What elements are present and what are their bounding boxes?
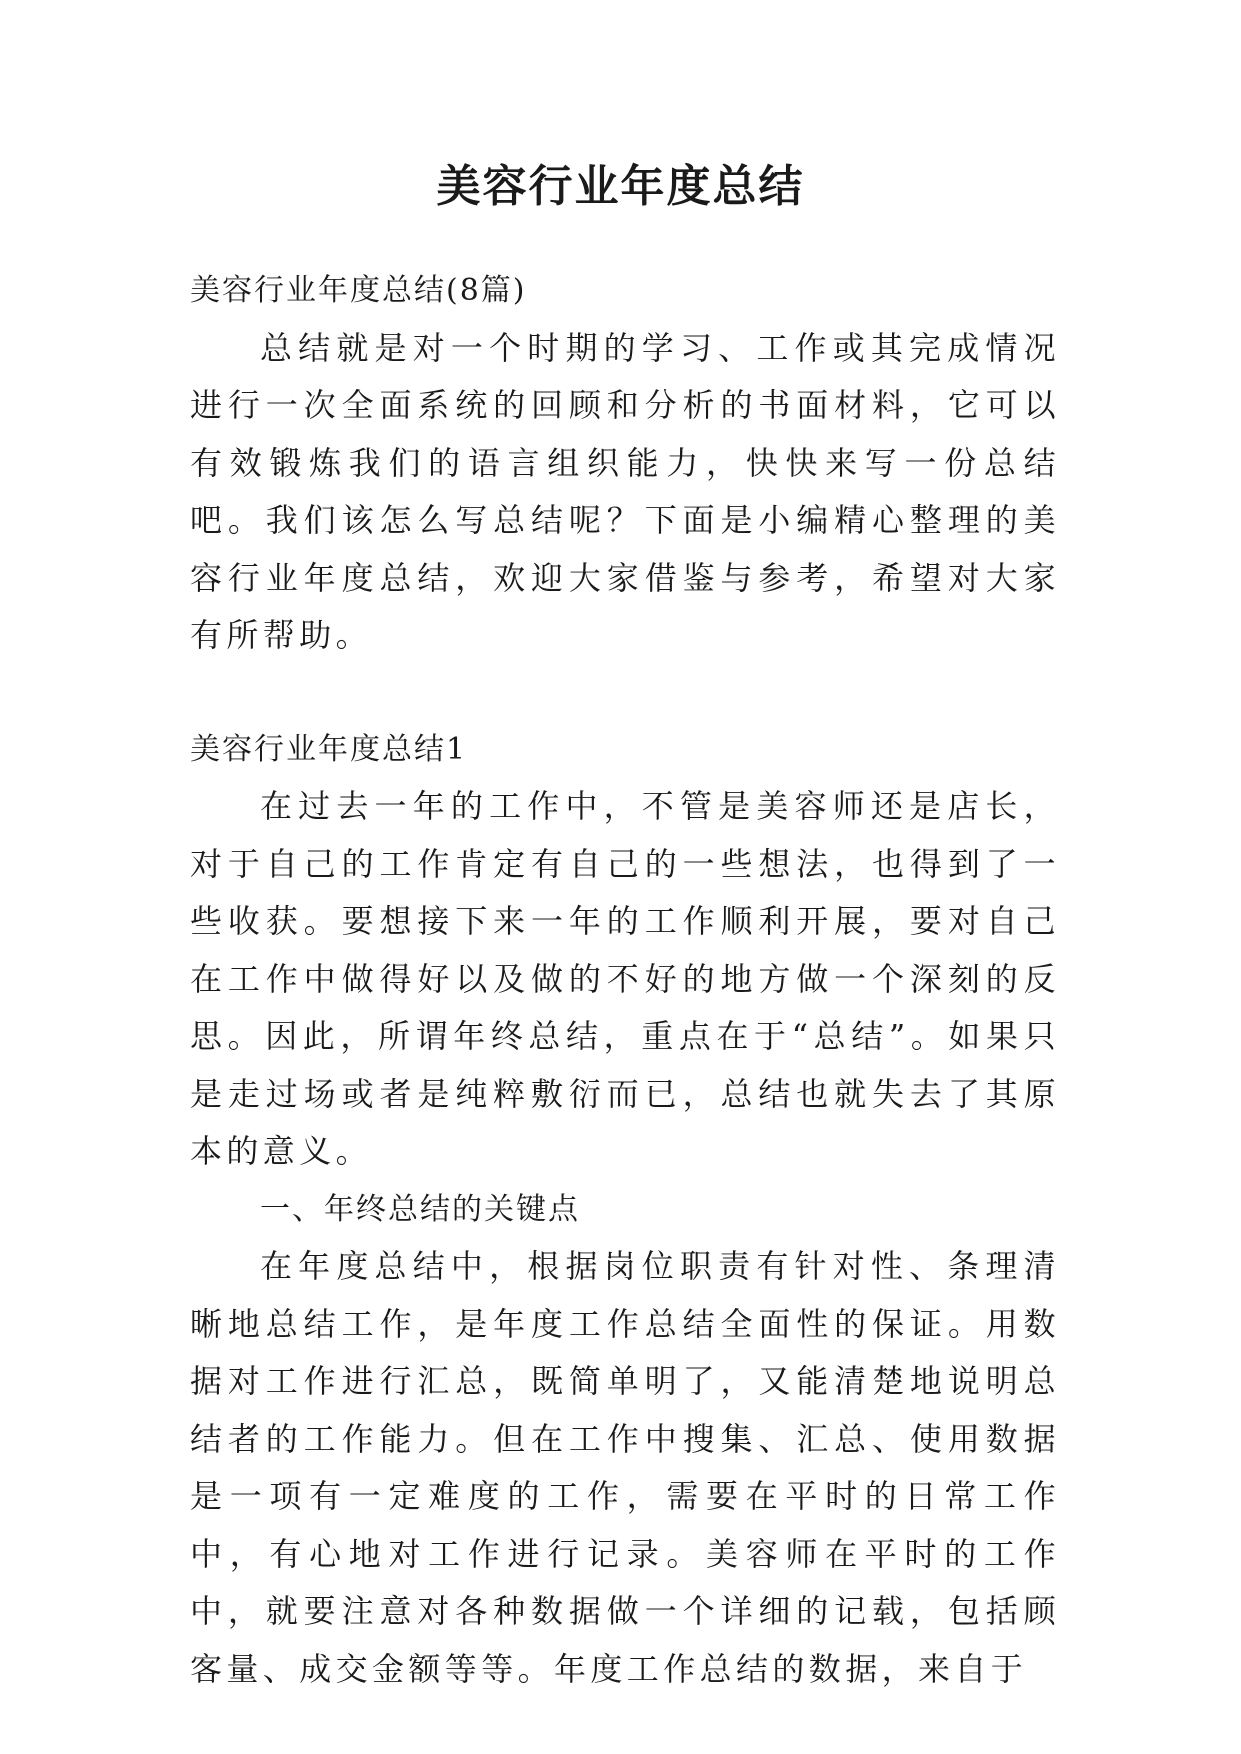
- document-title: 美容行业年度总结: [436, 161, 805, 212]
- document-subtitle: 美容行业年度总结(8篇): [190, 273, 527, 308]
- intro-paragraph: 总结就是对一个时期的学习、工作或其完成情况进行一次全面系统的回顾和分析的书面材料，它可以有效锻炼我们的语言组织能力，快快来写一份总结吧。我们该怎么写总结呢？下面是小编精心整理的美容行业年度总结，欢迎大家借鉴与参考，希望对大家有所帮助。: [190, 328, 1060, 654]
- section-heading: 美容行业年度总结1: [190, 731, 468, 767]
- section-subheading: 一、年终总结的关键点: [260, 1191, 580, 1227]
- document-body: [190, 262, 1060, 1698]
- body-paragraph: 在过去一年的工作中，不管是美容师还是店长，对于自己的工作肯定有自己的一些想法，也得到了一些收获。要想接下来一年的工作顺利开展，要对自己在工作中做得好以及做的不好的地方做一个深刻的反思。因此，所谓年终总结，重点在于“总结”。如果只是走过场或者是纯粹敷衍而已，总结也就失去了其原本的意义。: [190, 787, 1060, 1170]
- body-paragraph: 在年度总结中，根据岗位职责有针对性、条理清晰地总结工作，是年度工作总结全面性的保证。用数据对工作进行汇总，既简单明了，又能清楚地说明总结者的工作能力。但在工作中搜集、汇总、使用数据是一项有一定难度的工作，需要在平时的日常工作中，有心地对工作进行记录。美容师在平时的工作中，就要注意对各种数据做一个详细的记载，包括顾客量、成交金额等等。年度工作总结的数据，来自于: [190, 1247, 1060, 1688]
- section-spacer: [190, 665, 1060, 721]
